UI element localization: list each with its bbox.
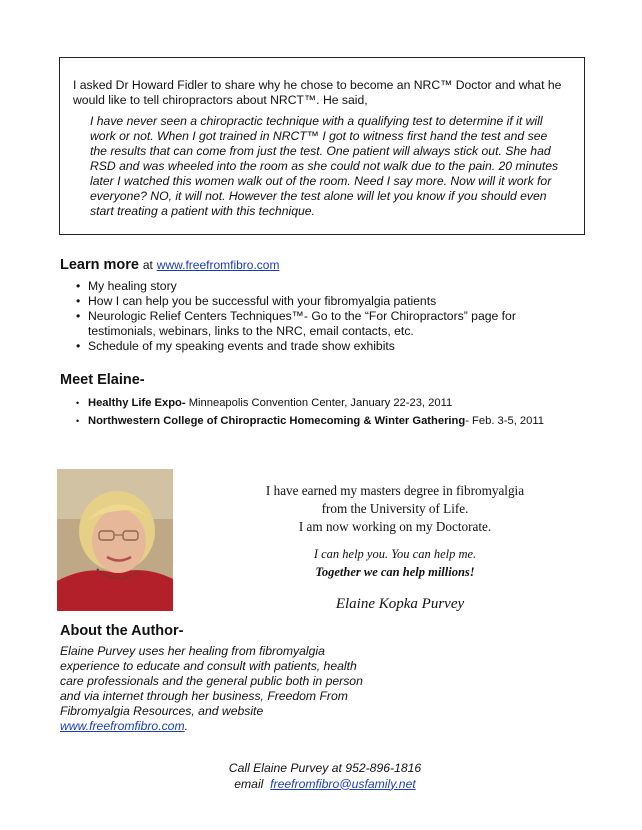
learn-more-list — [76, 279, 546, 354]
about-text — [60, 644, 380, 734]
event-detail: Minneapolis Convention Center, January 22-23, 2011 — [185, 397, 453, 409]
bio-line: I can help you. You can help me. — [313, 547, 477, 561]
bio-line: I am now working on my Doctorate. — [298, 519, 492, 534]
quote-intro: I asked Dr Howard Fidler to share why he chose to become an NRC™ Doctor and what he would like to tell chiropractors about NRCT™. He said, — [73, 78, 562, 107]
list-item — [76, 394, 596, 412]
bio-line: I have earned my masters degree in fibromyalgia — [265, 483, 525, 498]
event-detail: - Feb. 3-5, 2011 — [465, 415, 544, 427]
events-list — [76, 394, 596, 430]
author-photo — [57, 469, 173, 611]
learn-more-link[interactable]: www.freefromfibro.com — [156, 258, 280, 272]
email-label: email — [234, 776, 264, 791]
contact-phone: Call Elaine Purvey at 952-896-1816 — [228, 761, 422, 775]
quote-text: I have never seen a chiropractic technique with a qualifying test to determine if it will work or not. When I got trained in NRCT™ I got to witness first hand the test and see the results that can come from just the test. One patient will always stick out. She had RSD and was wheeled into the room as she could not walk due to the pain. 20 minutes later I watched this women walk out of the room. Need I say more. Now will it work for everyone? NO, it will not. However the test alone will let you know if you should even start treating a patient with this technique. — [90, 114, 559, 218]
event-name: Healthy Life Expo- — [88, 397, 186, 409]
learn-more-heading — [60, 256, 279, 273]
event-name: Northwestern College of Chiropractic Homecoming & Winter Gathering — [88, 415, 466, 427]
quote-box — [59, 57, 585, 235]
meet-heading: Meet Elaine- — [60, 372, 145, 388]
list-item — [76, 412, 596, 430]
learn-more-at: at — [142, 258, 153, 272]
signature-text: Elaine Kopka Purvey — [335, 596, 465, 612]
author-portrait-image — [57, 469, 173, 611]
bio-line: from the University of Life. — [321, 501, 469, 516]
bio-block — [240, 482, 550, 581]
email-link[interactable]: freefromfibro@usfamily.net — [270, 776, 416, 791]
about-heading: About the Author- — [60, 623, 184, 639]
list-item: • My healing story — [76, 279, 546, 294]
list-item: • Schedule of my speaking events and trade show exhibits — [76, 339, 546, 354]
about-end: . — [184, 719, 189, 733]
about-body: Elaine Purvey uses her healing from fibromyalgia experience to educate and consult with patients, health care professionals and the general public both in person and via internet through her business, Freedom From Fibromyalgia Resources, and website — [60, 644, 363, 718]
bio-line: Together we can help millions! — [315, 565, 475, 579]
list-item: • How I can help you be successful with your fibromyalgia patients — [76, 294, 546, 309]
learn-more-title: Learn more — [60, 257, 139, 273]
list-item: • Neurologic Relief Centers Techniques™- Go to the “For Chiropractors” page for testimonials, webinars, links to the NRC, email contacts, etc. — [76, 309, 546, 339]
signature — [320, 587, 480, 617]
about-link[interactable]: www.freefromfibro.com — [60, 719, 185, 733]
contact-block — [160, 761, 490, 792]
